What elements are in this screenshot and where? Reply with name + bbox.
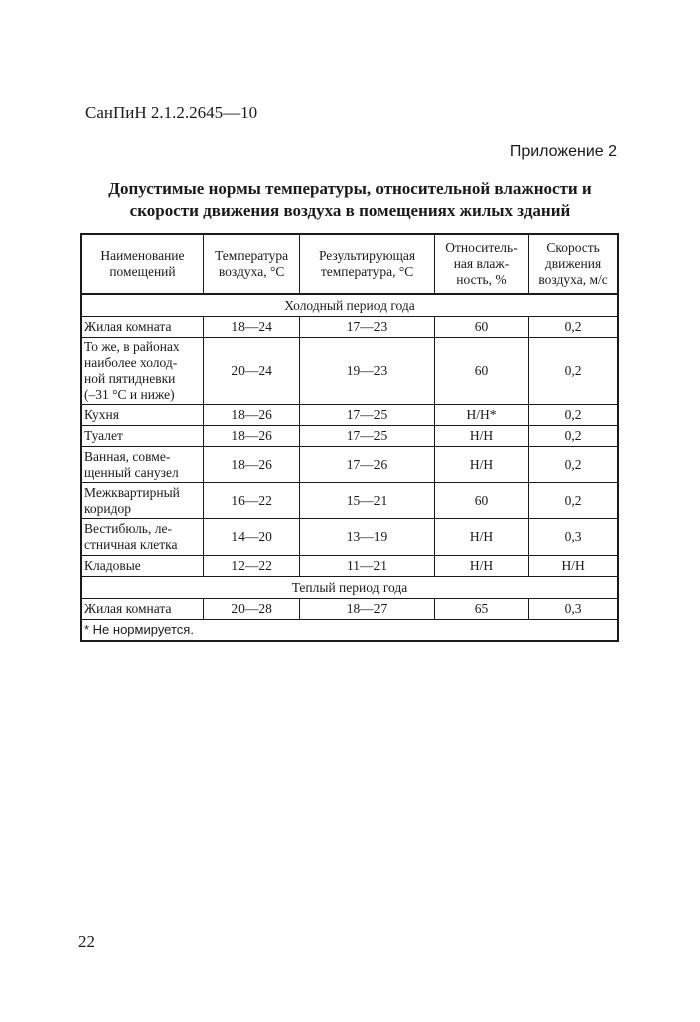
- room-name-cell: Жилая комната: [81, 599, 203, 620]
- table-title-line: скорости движения воздуха в помещениях жилых зданий: [129, 201, 571, 220]
- room-name-cell: Жилая комната: [81, 317, 203, 338]
- air-temp-cell: 20—24: [203, 338, 299, 405]
- norms-table: [80, 233, 619, 642]
- table-row: [81, 405, 618, 426]
- result-temp-cell: 18—27: [300, 599, 435, 620]
- room-name-cell: Ванная, совме- щенный санузел: [81, 447, 203, 483]
- air-speed-cell: 0,2: [529, 317, 618, 338]
- room-name-cell: Кладовые: [81, 556, 203, 577]
- result-temp-cell: 15—21: [300, 483, 435, 519]
- period-label: Холодный период года: [81, 294, 618, 317]
- footnote: * Не нормируется.: [81, 620, 618, 642]
- result-temp-cell: 19—23: [300, 338, 435, 405]
- humidity-cell: Н/Н: [434, 426, 528, 447]
- air-speed-cell: Н/Н: [529, 556, 618, 577]
- table-row: [81, 447, 618, 483]
- air-temp-cell: 18—26: [203, 426, 299, 447]
- room-name-cell: То же, в районах наиболее холод- ной пятидневки (–31 °С и ниже): [81, 338, 203, 405]
- period-row-cold: [81, 294, 618, 317]
- air-speed-cell: 0,3: [529, 599, 618, 620]
- table-header-row: [81, 234, 618, 294]
- air-temp-cell: 12—22: [203, 556, 299, 577]
- air-temp-cell: 18—26: [203, 405, 299, 426]
- header-air-speed: Скорость движения воздуха, м/с: [529, 234, 618, 294]
- air-speed-cell: 0,2: [529, 405, 618, 426]
- humidity-cell: 60: [434, 338, 528, 405]
- air-temp-cell: 18—24: [203, 317, 299, 338]
- room-name-cell: Межквартирный коридор: [81, 483, 203, 519]
- result-temp-cell: 13—19: [300, 519, 435, 556]
- table-row: [81, 338, 618, 405]
- table-row: [81, 483, 618, 519]
- table-row: [81, 426, 618, 447]
- table-row: [81, 519, 618, 556]
- table-row: [81, 556, 618, 577]
- header-resulting-temperature: Результирующая температура, °С: [300, 234, 435, 294]
- result-temp-cell: 17—26: [300, 447, 435, 483]
- header-room-name: Наименование помещений: [81, 234, 203, 294]
- page-number: 22: [78, 932, 95, 951]
- period-label: Теплый период года: [81, 577, 618, 599]
- air-temp-cell: 20—28: [203, 599, 299, 620]
- header-relative-humidity: Относитель- ная влаж- ность, %: [434, 234, 528, 294]
- document-code: СанПиН 2.1.2.2645—10: [85, 103, 258, 122]
- air-speed-cell: 0,2: [529, 483, 618, 519]
- air-temp-cell: 18—26: [203, 447, 299, 483]
- humidity-cell: Н/Н*: [434, 405, 528, 426]
- room-name-cell: Вестибюль, ле- стничная клетка: [81, 519, 203, 556]
- humidity-cell: 60: [434, 483, 528, 519]
- humidity-cell: Н/Н: [434, 556, 528, 577]
- humidity-cell: 60: [434, 317, 528, 338]
- result-temp-cell: 17—23: [300, 317, 435, 338]
- air-speed-cell: 0,2: [529, 447, 618, 483]
- result-temp-cell: 17—25: [300, 405, 435, 426]
- period-row-warm: [81, 577, 618, 599]
- header-air-temperature: Температура воздуха, °С: [203, 234, 299, 294]
- humidity-cell: 65: [434, 599, 528, 620]
- table-title-line: Допустимые нормы температуры, относительной влажности и: [108, 179, 592, 198]
- air-speed-cell: 0,2: [529, 338, 618, 405]
- room-name-cell: Туалет: [81, 426, 203, 447]
- room-name-cell: Кухня: [81, 405, 203, 426]
- appendix-label: Приложение 2: [509, 143, 617, 160]
- humidity-cell: Н/Н: [434, 447, 528, 483]
- air-temp-cell: 16—22: [203, 483, 299, 519]
- result-temp-cell: 11—21: [300, 556, 435, 577]
- table-row: [81, 317, 618, 338]
- air-temp-cell: 14—20: [203, 519, 299, 556]
- footnote-row: [81, 620, 618, 642]
- table-title: [80, 178, 620, 222]
- humidity-cell: Н/Н: [434, 519, 528, 556]
- result-temp-cell: 17—25: [300, 426, 435, 447]
- air-speed-cell: 0,3: [529, 519, 618, 556]
- table-row: [81, 599, 618, 620]
- air-speed-cell: 0,2: [529, 426, 618, 447]
